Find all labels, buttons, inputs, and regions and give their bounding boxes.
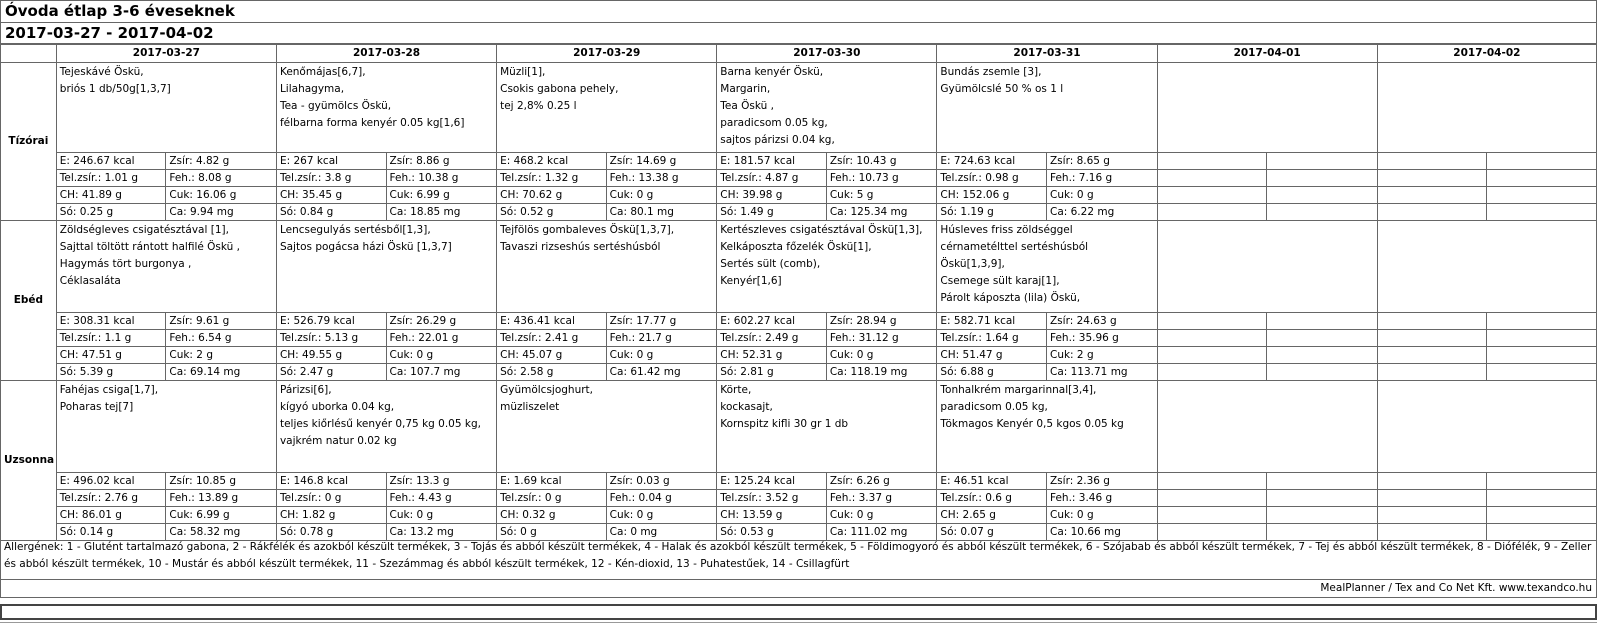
- dish-cell: [497, 381, 717, 473]
- nutrition-value: [1487, 170, 1597, 187]
- nutrition-row: [1, 153, 1597, 170]
- nutrition-value: [1487, 347, 1597, 364]
- dish-line: Tonhalkrém margarinnal[3,4],: [940, 384, 1097, 396]
- nutrition-value: CH: 45.07 g: [497, 347, 607, 364]
- nutrition-value: Feh.: 3.46 g: [1046, 490, 1157, 507]
- nutrition-row: [1, 347, 1597, 364]
- nutrition-value: Só: 2.47 g: [276, 364, 386, 381]
- dish-line: Kertészleves csigatésztával Öskü[1,3],: [720, 224, 923, 236]
- nutrition-value: [1157, 507, 1267, 524]
- dish-line: Körte,: [720, 384, 752, 396]
- nutrition-value: CH: 49.55 g: [276, 347, 386, 364]
- dish-line: Gyümölcslé 50 % os 1 l: [940, 83, 1064, 95]
- allergen-legend: Allergének: 1 - Glutént tartalmazó gabona, 2 - Rákfélék és azokból készült termékek, 3 - Tojás és abból készült termékek, 4 - Halak és azokból készült termékek, 5 - Földimogyoró és abból készült termékek, 6 - Szójabab és abból készült termékek, 7 - Tej és abból készült termékek, 8 - Diófélék, 9 - Zeller és abból készült termékek, 10 - Mustár és abból készült termékek, 11 - Szezámmag és abból készült termékek, 12 - Kén-dioxid, 13 - Puhatestűek, 14 - Csillagfürt: [0, 538, 1597, 580]
- dish-line: Poharas tej[7]: [59, 401, 134, 413]
- nutrition-value: [1377, 364, 1487, 381]
- dish-line: Tökmagos Kenyér 0,5 kgos 0.05 kg: [940, 418, 1124, 430]
- nutrition-value: [1267, 204, 1378, 221]
- dish-cell: [1377, 63, 1596, 153]
- nutrition-value: [1157, 364, 1267, 381]
- dish-line: Tea Öskü ,: [720, 100, 774, 112]
- dish-line: Barna kenyér Öskü,: [720, 66, 824, 78]
- nutrition-value: Feh.: 22.01 g: [386, 330, 497, 347]
- nutrition-value: [1487, 204, 1597, 221]
- nutrition-value: Ca: 13.2 mg: [386, 524, 497, 541]
- nutrition-row: [1, 170, 1597, 187]
- dish-line: sajtos párizsi 0.04 kg,: [720, 134, 835, 146]
- nutrition-value: Cuk: 0 g: [826, 347, 937, 364]
- corner-cell: [1, 45, 57, 63]
- nutrition-value: E: 468.2 kcal: [497, 153, 607, 170]
- meal-description-row: [1, 63, 1597, 153]
- dish-line: Bundás zsemle [3],: [940, 66, 1042, 78]
- nutrition-value: Zsír: 10.85 g: [166, 473, 277, 490]
- nutrition-value: [1487, 153, 1597, 170]
- dish-line: Kelkáposzta főzelék Öskü[1],: [720, 241, 872, 253]
- dish-line: müzliszelet: [500, 401, 560, 413]
- nutrition-value: [1377, 347, 1487, 364]
- nutrition-value: [1157, 330, 1267, 347]
- dish-cell: [56, 221, 276, 313]
- nutrition-value: Cuk: 2 g: [1046, 347, 1157, 364]
- dish-cell: [1157, 221, 1377, 313]
- nutrition-value: Tel.zsír.: 4.87 g: [717, 170, 827, 187]
- nutrition-value: [1487, 490, 1597, 507]
- nutrition-row: [1, 364, 1597, 381]
- nutrition-value: [1377, 187, 1487, 204]
- date-header: 2017-03-27: [56, 45, 276, 63]
- date-range: 2017-03-27 - 2017-04-02: [0, 22, 1597, 44]
- nutrition-value: Feh.: 4.43 g: [386, 490, 497, 507]
- dish-line: Kenőmájas[6,7],: [279, 66, 366, 78]
- nutrition-value: [1377, 330, 1487, 347]
- dish-line: Kornspitz kifli 30 gr 1 db: [720, 418, 849, 430]
- nutrition-value: Só: 0.84 g: [276, 204, 386, 221]
- dish-cell: [1377, 221, 1596, 313]
- nutrition-value: Ca: 18.85 mg: [386, 204, 497, 221]
- nutrition-value: [1377, 490, 1487, 507]
- nutrition-value: CH: 47.51 g: [56, 347, 166, 364]
- nutrition-value: Feh.: 13.38 g: [606, 170, 717, 187]
- nutrition-value: Ca: 10.66 mg: [1046, 524, 1157, 541]
- nutrition-row: [1, 204, 1597, 221]
- nutrition-value: E: 181.57 kcal: [717, 153, 827, 170]
- date-header: 2017-03-30: [717, 45, 937, 63]
- dish-line: Margarin,: [720, 83, 771, 95]
- dish-cell: [717, 63, 937, 153]
- nutrition-value: CH: 152.06 g: [937, 187, 1047, 204]
- nutrition-value: Zsír: 9.61 g: [166, 313, 277, 330]
- dish-line: Tejeskávé Öskü,: [59, 66, 144, 78]
- nutrition-value: [1267, 490, 1378, 507]
- nutrition-value: CH: 41.89 g: [56, 187, 166, 204]
- dish-line: Sajtos pogácsa házi Öskü [1,3,7]: [279, 241, 452, 253]
- date-header: 2017-04-02: [1377, 45, 1596, 63]
- dish-line: Zöldségleves csigatésztával [1],: [59, 224, 229, 236]
- nutrition-value: [1157, 187, 1267, 204]
- dish-cell: [56, 63, 276, 153]
- nutrition-value: CH: 86.01 g: [56, 507, 166, 524]
- nutrition-value: [1487, 507, 1597, 524]
- dish-cell: [1157, 381, 1377, 473]
- dish-line: Hagymás tört burgonya ,: [59, 258, 192, 270]
- nutrition-value: Feh.: 21.7 g: [606, 330, 717, 347]
- nutrition-value: [1267, 364, 1378, 381]
- nutrition-value: [1487, 364, 1597, 381]
- nutrition-row: [1, 490, 1597, 507]
- nutrition-value: [1267, 347, 1378, 364]
- nutrition-value: Ca: 69.14 mg: [166, 364, 277, 381]
- nutrition-value: Tel.zsír.: 1.32 g: [497, 170, 607, 187]
- nutrition-value: Tel.zsír.: 0.98 g: [937, 170, 1047, 187]
- nutrition-value: Tel.zsír.: 2.76 g: [56, 490, 166, 507]
- nutrition-value: Só: 2.81 g: [717, 364, 827, 381]
- dish-line: Müzli[1],: [500, 66, 546, 78]
- dish-cell: [717, 221, 937, 313]
- nutrition-value: Só: 0.78 g: [276, 524, 386, 541]
- dish-cell: [276, 381, 496, 473]
- nutrition-value: Ca: 125.34 mg: [826, 204, 937, 221]
- nutrition-value: Cuk: 16.06 g: [166, 187, 277, 204]
- nutrition-value: E: 125.24 kcal: [717, 473, 827, 490]
- nutrition-value: Só: 0.25 g: [56, 204, 166, 221]
- nutrition-value: Zsír: 13.3 g: [386, 473, 497, 490]
- date-header: 2017-03-29: [497, 45, 717, 63]
- nutrition-value: Cuk: 0 g: [606, 507, 717, 524]
- nutrition-value: CH: 2.65 g: [937, 507, 1047, 524]
- dish-line: Céklasaláta: [59, 275, 121, 287]
- nutrition-value: CH: 51.47 g: [937, 347, 1047, 364]
- nutrition-value: Feh.: 8.08 g: [166, 170, 277, 187]
- meal-name: Tízórai: [1, 63, 57, 221]
- nutrition-value: Cuk: 0 g: [386, 347, 497, 364]
- nutrition-value: Tel.zsír.: 2.49 g: [717, 330, 827, 347]
- nutrition-value: Feh.: 10.73 g: [826, 170, 937, 187]
- nutrition-row: [1, 313, 1597, 330]
- dish-cell: [56, 381, 276, 473]
- nutrition-value: [1487, 187, 1597, 204]
- dish-line: tej 2,8% 0.25 l: [500, 100, 577, 112]
- nutrition-value: E: 246.67 kcal: [56, 153, 166, 170]
- nutrition-value: E: 46.51 kcal: [937, 473, 1047, 490]
- nutrition-value: Tel.zsír.: 0 g: [497, 490, 607, 507]
- nutrition-value: CH: 39.98 g: [717, 187, 827, 204]
- nutrition-value: [1157, 204, 1267, 221]
- meal-name: Ebéd: [1, 221, 57, 381]
- dish-cell: [937, 221, 1157, 313]
- nutrition-value: Ca: 113.71 mg: [1046, 364, 1157, 381]
- date-header-row: [1, 45, 1597, 63]
- nutrition-value: Cuk: 0 g: [606, 187, 717, 204]
- empty-row: [0, 604, 1597, 620]
- dish-cell: [717, 381, 937, 473]
- nutrition-value: [1157, 153, 1267, 170]
- nutrition-value: Feh.: 13.89 g: [166, 490, 277, 507]
- nutrition-value: Feh.: 3.37 g: [826, 490, 937, 507]
- nutrition-value: Cuk: 2 g: [166, 347, 277, 364]
- nutrition-value: Só: 5.39 g: [56, 364, 166, 381]
- nutrition-value: Só: 0.14 g: [56, 524, 166, 541]
- footer-credit: MealPlanner / Tex and Co Net Kft. www.texandco.hu: [0, 580, 1597, 598]
- nutrition-value: Só: 0.52 g: [497, 204, 607, 221]
- nutrition-value: CH: 1.82 g: [276, 507, 386, 524]
- nutrition-value: Zsír: 8.65 g: [1046, 153, 1157, 170]
- menu-table: [0, 44, 1597, 541]
- nutrition-value: Zsír: 28.94 g: [826, 313, 937, 330]
- nutrition-value: Tel.zsír.: 2.41 g: [497, 330, 607, 347]
- dish-line: Sertés sült (comb),: [720, 258, 821, 270]
- nutrition-value: CH: 0.32 g: [497, 507, 607, 524]
- dish-line: Gyümölcsjoghurt,: [500, 384, 594, 396]
- nutrition-value: Feh.: 35.96 g: [1046, 330, 1157, 347]
- nutrition-value: Cuk: 0 g: [386, 507, 497, 524]
- nutrition-value: E: 724.63 kcal: [937, 153, 1047, 170]
- dish-line: Húsleves friss zöldséggel: [940, 224, 1073, 236]
- nutrition-value: Ca: 0 mg: [606, 524, 717, 541]
- nutrition-value: Zsír: 24.63 g: [1046, 313, 1157, 330]
- nutrition-value: [1267, 153, 1378, 170]
- nutrition-value: Tel.zsír.: 1.1 g: [56, 330, 166, 347]
- nutrition-value: E: 526.79 kcal: [276, 313, 386, 330]
- nutrition-value: [1377, 204, 1487, 221]
- nutrition-value: [1377, 313, 1487, 330]
- dish-line: Csokis gabona pehely,: [500, 83, 619, 95]
- nutrition-value: Tel.zsír.: 5.13 g: [276, 330, 386, 347]
- dish-cell: [1377, 381, 1596, 473]
- dish-line: kockasajt,: [720, 401, 773, 413]
- nutrition-value: E: 582.71 kcal: [937, 313, 1047, 330]
- nutrition-value: Feh.: 0.04 g: [606, 490, 717, 507]
- nutrition-value: [1157, 313, 1267, 330]
- dish-line: Fahéjas csiga[1,7],: [59, 384, 159, 396]
- nutrition-value: E: 436.41 kcal: [497, 313, 607, 330]
- nutrition-value: Feh.: 31.12 g: [826, 330, 937, 347]
- dish-line: Párizsi[6],: [279, 384, 332, 396]
- nutrition-row: [1, 507, 1597, 524]
- nutrition-value: Ca: 6.22 mg: [1046, 204, 1157, 221]
- nutrition-value: E: 496.02 kcal: [56, 473, 166, 490]
- nutrition-value: Só: 0.07 g: [937, 524, 1047, 541]
- nutrition-value: Só: 1.19 g: [937, 204, 1047, 221]
- nutrition-value: CH: 35.45 g: [276, 187, 386, 204]
- nutrition-value: Zsír: 14.69 g: [606, 153, 717, 170]
- nutrition-value: Tel.zsír.: 3.8 g: [276, 170, 386, 187]
- dish-line: briós 1 db/50g[1,3,7]: [59, 83, 171, 95]
- nutrition-value: Ca: 58.32 mg: [166, 524, 277, 541]
- dish-cell: [497, 221, 717, 313]
- nutrition-value: Zsír: 4.82 g: [166, 153, 277, 170]
- dish-line: teljes kiőrlésű kenyér 0,75 kg 0.05 kg,: [279, 418, 481, 430]
- nutrition-value: E: 602.27 kcal: [717, 313, 827, 330]
- dish-cell: [276, 63, 496, 153]
- dish-line: Kenyér[1,6]: [720, 275, 782, 287]
- nutrition-value: [1267, 330, 1378, 347]
- nutrition-value: [1377, 507, 1487, 524]
- nutrition-value: Zsír: 10.43 g: [826, 153, 937, 170]
- nutrition-value: Cuk: 0 g: [826, 507, 937, 524]
- dish-line: Lencsegulyás sertésből[1,3],: [279, 224, 431, 236]
- nutrition-value: [1487, 330, 1597, 347]
- dish-line: Csemege sült karaj[1],: [940, 275, 1060, 287]
- nutrition-value: [1157, 490, 1267, 507]
- dish-line: paradicsom 0.05 kg,: [720, 117, 828, 129]
- dish-line: félbarna forma kenyér 0.05 kg[1,6]: [279, 117, 465, 129]
- meal-name: Uzsonna: [1, 381, 57, 541]
- nutrition-value: Só: 1.49 g: [717, 204, 827, 221]
- nutrition-row: [1, 473, 1597, 490]
- nutrition-value: [1157, 347, 1267, 364]
- nutrition-value: Só: 0.53 g: [717, 524, 827, 541]
- nutrition-value: Tel.zsír.: 1.64 g: [937, 330, 1047, 347]
- nutrition-value: CH: 13.59 g: [717, 507, 827, 524]
- nutrition-value: [1377, 170, 1487, 187]
- nutrition-value: Cuk: 5 g: [826, 187, 937, 204]
- dish-cell: [937, 381, 1157, 473]
- nutrition-value: Cuk: 0 g: [1046, 187, 1157, 204]
- nutrition-value: [1267, 170, 1378, 187]
- dish-line: Tejfölös gombaleves Öskü[1,3,7],: [500, 224, 675, 236]
- dish-cell: [937, 63, 1157, 153]
- nutrition-value: [1267, 507, 1378, 524]
- dish-cell: [1157, 63, 1377, 153]
- dish-line: paradicsom 0.05 kg,: [940, 401, 1048, 413]
- nutrition-value: [1377, 473, 1487, 490]
- meal-description-row: [1, 221, 1597, 313]
- nutrition-value: Feh.: 7.16 g: [1046, 170, 1157, 187]
- nutrition-value: Feh.: 10.38 g: [386, 170, 497, 187]
- meal-description-row: [1, 381, 1597, 473]
- dish-line: Tavaszi rizseshús sertéshúsból: [500, 241, 661, 253]
- nutrition-value: [1377, 153, 1487, 170]
- nutrition-value: Feh.: 6.54 g: [166, 330, 277, 347]
- nutrition-value: Ca: 80.1 mg: [606, 204, 717, 221]
- dish-line: vajkrém natur 0.02 kg: [279, 435, 397, 447]
- nutrition-value: E: 146.8 kcal: [276, 473, 386, 490]
- dish-line: Párolt káposzta (lila) Öskü,: [940, 292, 1081, 304]
- nutrition-value: Cuk: 6.99 g: [166, 507, 277, 524]
- nutrition-value: Só: 2.58 g: [497, 364, 607, 381]
- nutrition-value: Zsír: 0.03 g: [606, 473, 717, 490]
- nutrition-value: [1157, 170, 1267, 187]
- nutrition-value: CH: 70.62 g: [497, 187, 607, 204]
- nutrition-value: CH: 52.31 g: [717, 347, 827, 364]
- dish-line: Sajttal töltött rántott halfilé Öskü ,: [59, 241, 240, 253]
- nutrition-value: [1267, 187, 1378, 204]
- nutrition-value: Tel.zsír.: 3.52 g: [717, 490, 827, 507]
- dish-line: Lilahagyma,: [279, 83, 345, 95]
- date-header: 2017-04-01: [1157, 45, 1377, 63]
- nutrition-value: [1157, 473, 1267, 490]
- dish-line: kígyó uborka 0.04 kg,: [279, 401, 395, 413]
- nutrition-value: E: 1.69 kcal: [497, 473, 607, 490]
- dish-line: Öskü[1,3,9],: [940, 258, 1005, 270]
- date-header: 2017-03-28: [276, 45, 496, 63]
- nutrition-row: [1, 330, 1597, 347]
- nutrition-value: Ca: 107.7 mg: [386, 364, 497, 381]
- nutrition-value: Ca: 118.19 mg: [826, 364, 937, 381]
- nutrition-value: Só: 6.88 g: [937, 364, 1047, 381]
- nutrition-value: E: 308.31 kcal: [56, 313, 166, 330]
- nutrition-value: Tel.zsír.: 1.01 g: [56, 170, 166, 187]
- nutrition-value: Ca: 61.42 mg: [606, 364, 717, 381]
- dish-cell: [276, 221, 496, 313]
- nutrition-value: Zsír: 2.36 g: [1046, 473, 1157, 490]
- nutrition-value: Cuk: 6.99 g: [386, 187, 497, 204]
- nutrition-value: [1267, 473, 1378, 490]
- dish-cell: [497, 63, 717, 153]
- nutrition-value: [1267, 313, 1378, 330]
- nutrition-value: Ca: 9.94 mg: [166, 204, 277, 221]
- nutrition-value: Cuk: 0 g: [606, 347, 717, 364]
- dish-line: Tea - gyümölcs Öskü,: [279, 100, 392, 112]
- nutrition-value: Só: 0 g: [497, 524, 607, 541]
- nutrition-value: [1487, 313, 1597, 330]
- nutrition-value: Zsír: 6.26 g: [826, 473, 937, 490]
- nutrition-value: Zsír: 8.86 g: [386, 153, 497, 170]
- nutrition-value: Zsír: 17.77 g: [606, 313, 717, 330]
- nutrition-value: E: 267 kcal: [276, 153, 386, 170]
- dish-line: cérnametélttel sertéshúsból: [940, 241, 1089, 253]
- nutrition-value: Ca: 111.02 mg: [826, 524, 937, 541]
- nutrition-row: [1, 187, 1597, 204]
- nutrition-value: Zsír: 26.29 g: [386, 313, 497, 330]
- nutrition-value: [1487, 473, 1597, 490]
- nutrition-value: Cuk: 0 g: [1046, 507, 1157, 524]
- nutrition-value: Tel.zsír.: 0.6 g: [937, 490, 1047, 507]
- nutrition-value: Tel.zsír.: 0 g: [276, 490, 386, 507]
- page-title: Óvoda étlap 3-6 éveseknek: [0, 0, 1597, 22]
- date-header: 2017-03-31: [937, 45, 1157, 63]
